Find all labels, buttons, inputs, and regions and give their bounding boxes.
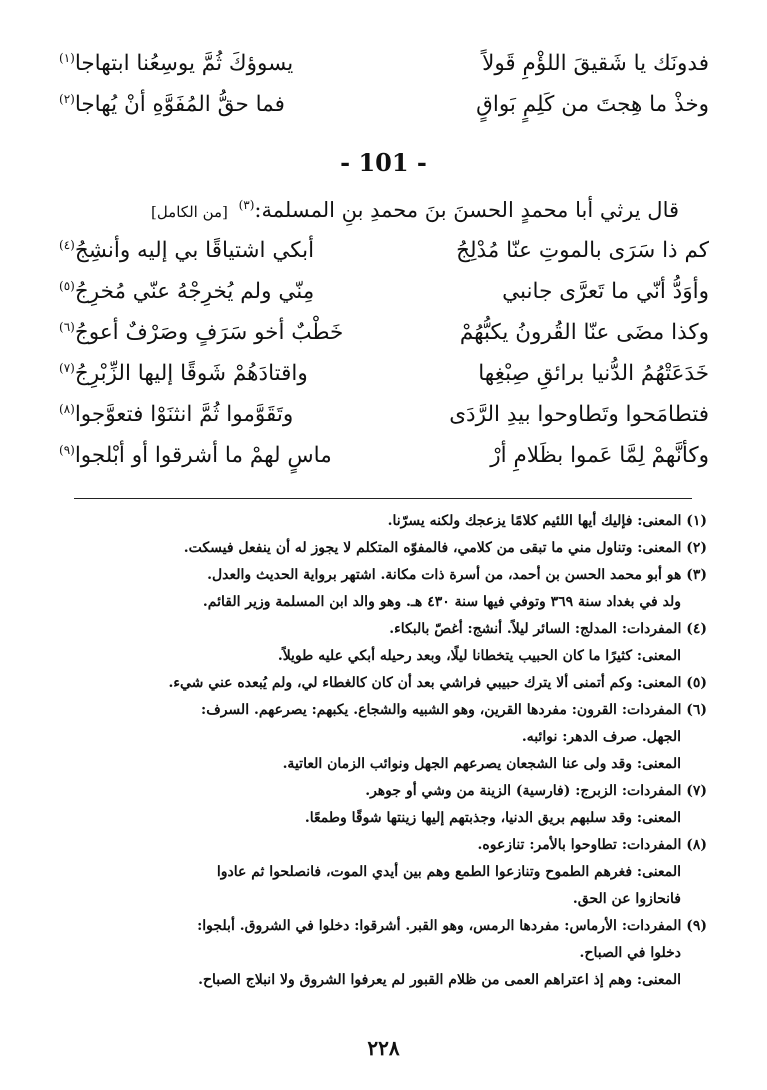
footnote-text: وقد سلبهم بريق الدنيا، وجذبتهم إليها زينتها شوقًا وطمعًا. bbox=[304, 810, 633, 826]
verse-second-text: يسوؤكَ ثُمَّ يوسِعُنا ابتهاجا bbox=[74, 51, 294, 76]
verse-second-hemistich bbox=[59, 232, 314, 270]
footnote-line bbox=[67, 562, 707, 589]
footnote-text: وكم أتمنى ألا يترك حبيبي فراشي بعد أن كان كالغطاء لي، ولم يُبعده عني شيء. bbox=[168, 675, 633, 691]
footnote-label: المعنى: bbox=[636, 810, 681, 826]
verse-second-hemistich bbox=[59, 314, 343, 352]
footnote-text: تطاوحوا بالأمر: تنازعوه. bbox=[477, 837, 617, 853]
footnote-number: (٢) bbox=[686, 540, 707, 556]
footnote-number: (٩) bbox=[686, 918, 707, 934]
footnote-text: دخلوا في الصباح. bbox=[579, 945, 681, 961]
verse-line bbox=[59, 355, 709, 393]
verse-second-text: واقتادَهُمْ شَوقًا إليها الزِّبْرِجُ bbox=[74, 361, 308, 386]
footnote-text: الجهل. صرف الدهر: نوائبه. bbox=[521, 729, 681, 745]
footnote-line bbox=[67, 886, 707, 913]
footnote-line bbox=[67, 643, 707, 670]
verse-first-hemistich: وخذْ ما هِجتَ من كَلِمٍ بَواقٍ bbox=[476, 92, 709, 117]
footnote-line bbox=[67, 832, 707, 859]
verse-footnote-ref: (٢) bbox=[59, 91, 75, 106]
footnote-line bbox=[67, 751, 707, 778]
verse-footnote-ref: (٥) bbox=[59, 278, 75, 293]
footnote-line bbox=[67, 724, 707, 751]
footnote-label: المفردات: bbox=[621, 702, 682, 718]
verse-line bbox=[59, 232, 709, 270]
footnote-divider bbox=[74, 498, 692, 499]
verse-first-hemistich: وأوَدُّ أنّي ما تَعرَّى جانبي bbox=[502, 279, 709, 304]
footnote-line bbox=[67, 913, 707, 940]
footnote-line bbox=[67, 616, 707, 643]
footnote-number: (٣) bbox=[686, 567, 707, 583]
verse-line bbox=[59, 437, 709, 475]
footnote-label: المعنى: bbox=[637, 540, 682, 556]
footnotes bbox=[67, 508, 707, 994]
footnote-label: المعنى: bbox=[636, 972, 681, 988]
footnote-line bbox=[67, 535, 707, 562]
footnote-label: المفردات: bbox=[621, 783, 682, 799]
footnote-label: المعنى: bbox=[636, 756, 681, 772]
footnote-line bbox=[67, 778, 707, 805]
verse-second-text: أبكي اشتياقًا بي إليه وأنشِجُ bbox=[74, 238, 315, 263]
footnote-line bbox=[67, 967, 707, 994]
footnote-label: المفردات: bbox=[621, 621, 682, 637]
intro-text: قال يرثي أبا محمدٍ الحسنَ بنَ محمدِ بنِ المسلمة: bbox=[254, 198, 679, 222]
footnote-text: وتناول مني ما تبقى من كلامي، فالمفوّه المتكلم لا يجوز له أن ينفعل فيسكت. bbox=[183, 540, 633, 556]
verse-second-text: ماسٍ لهمْ ما أشرقوا أو أبْلجوا bbox=[74, 443, 332, 468]
verse-second-hemistich bbox=[59, 437, 332, 475]
footnote-label: المعنى: bbox=[636, 864, 681, 880]
footnote-text: الأرماس: مفردها الرمس، وهو القبر. أشرقوا: دخلوا في الشروق. أبلجوا: bbox=[197, 918, 617, 934]
verse-footnote-ref: (٧) bbox=[59, 360, 75, 375]
verse-first-hemistich: وكذا مضَى عنّا القُرونُ يكبُّهُمْ bbox=[459, 320, 709, 345]
footnote-text: فانحازوا عن الحق. bbox=[572, 891, 681, 907]
verse-line bbox=[59, 273, 709, 311]
verse-second-hemistich bbox=[59, 355, 308, 393]
verse-second-hemistich bbox=[59, 273, 314, 311]
footnote-text: فإليك أيها اللئيم كلامًا يزعجك ولكنه يسرّنا. bbox=[387, 513, 633, 529]
verse-second-text: خَطْبٌ أخو سَرَفٍ وصَرْفٌ أعوجُ bbox=[74, 320, 344, 345]
footnote-line bbox=[67, 940, 707, 967]
footnote-text: الزبرج: (فارسية) الزينة من وشي أو جوهر. bbox=[365, 783, 617, 799]
page-number: ٢٢٨ bbox=[367, 1036, 400, 1060]
verse-second-text: وتَقَوَّموا ثُمَّ انثنَوْا فتعوَّجوا bbox=[74, 402, 294, 427]
verse-line bbox=[59, 396, 709, 434]
verse-second-hemistich bbox=[59, 396, 293, 434]
verse-footnote-ref: (٩) bbox=[59, 442, 75, 457]
verse-second-text: مِنّي ولم يُخرِجْهُ عنّي مُخرِجُ bbox=[74, 279, 315, 304]
footnote-label: المعنى: bbox=[636, 648, 681, 664]
footnote-number: (١) bbox=[686, 513, 707, 529]
poem-number: - 101 - bbox=[340, 148, 427, 177]
footnote-line bbox=[67, 589, 707, 616]
verse-first-hemistich: خَدَعَتْهُمُ الدُّنيا برائقِ صِبْغِها bbox=[478, 361, 709, 386]
verse-first-hemistich: كم ذا سَرَى بالموتِ عنّا مُدْلِجُ bbox=[456, 238, 709, 263]
verse-footnote-ref: (٨) bbox=[59, 401, 75, 416]
verse-first-hemistich: وكأنَّهمْ لِمَّا عَموا بظَلامِ أرْ bbox=[490, 443, 709, 468]
verse-line bbox=[59, 314, 709, 352]
verse-footnote-ref: (١) bbox=[59, 50, 75, 65]
footnote-number: (٧) bbox=[686, 783, 707, 799]
verse-first-hemistich: فتطامَحوا وتَطاوحوا بيدِ الرَّدَى bbox=[449, 402, 709, 427]
footnote-text: فغرهم الطموح وتنازعوا الطمع وهم بين أيدي الموت، فانصلحوا ثم عادوا bbox=[216, 864, 633, 880]
footnote-text: وهم إذ اعتراهم العمى من ظلام القبور لم يعرفوا الشروق ولا انبلاج الصباح. bbox=[198, 972, 633, 988]
footnote-line bbox=[67, 670, 707, 697]
verse-footnote-ref: (٦) bbox=[59, 319, 75, 334]
footnote-number: (٥) bbox=[686, 675, 707, 691]
footnote-text: ولد في بغداد سنة ٣٦٩ وتوفي فيها سنة ٤٣٠ هـ. وهو والد ابن المسلمة وزير القائم. bbox=[202, 594, 681, 610]
verse-first-hemistich: فدونَك يا شَقيقَ اللؤْمِ قَولاً bbox=[482, 51, 709, 76]
footnote-label: المفردات: bbox=[621, 918, 682, 934]
intro-footnote-ref: (٣) bbox=[238, 198, 255, 212]
verse-second-hemistich bbox=[59, 86, 285, 124]
footnote-number: (٦) bbox=[686, 702, 707, 718]
footnote-text: القرون: مفردها القرين، وهو الشبيه والشجاع. يكبهم: يصرعهم. السرف: bbox=[201, 702, 617, 718]
verse-second-text: فما حقُّ المُفَوَّهِ أنْ يُهاجا bbox=[74, 92, 285, 117]
footnote-line bbox=[67, 859, 707, 886]
footnote-text: وقد ولى عنا الشجعان يصرعهم الجهل ونوائب الزمان العاتية. bbox=[282, 756, 633, 772]
footnote-label: المعنى: bbox=[637, 675, 682, 691]
footnote-text: هو أبو محمد الحسن بن أحمد، من أسرة ذات مكانة. اشتهر برواية الحديث والعدل. bbox=[207, 567, 682, 583]
footnote-text: المدلج: السائر ليلاً. أنشج: أغصّ بالبكاء. bbox=[389, 621, 617, 637]
poem-intro bbox=[151, 192, 679, 230]
footnote-line bbox=[67, 805, 707, 832]
meter-label: [من الكامل] bbox=[150, 203, 228, 221]
verse-footnote-ref: (٤) bbox=[59, 237, 75, 252]
verse-line bbox=[59, 86, 709, 124]
footnote-label: المعنى: bbox=[637, 513, 682, 529]
footnote-number: (٤) bbox=[686, 621, 707, 637]
footnote-line bbox=[67, 508, 707, 535]
footnote-line bbox=[67, 697, 707, 724]
footnote-text: كثيرًا ما كان الحبيب يتخطانا ليلًا، وبعد رحيله أبكي عليه طويلاً. bbox=[277, 648, 633, 664]
footnote-number: (٨) bbox=[686, 837, 707, 853]
verse-second-hemistich bbox=[59, 45, 293, 83]
footnote-label: المفردات: bbox=[621, 837, 682, 853]
verse-line bbox=[59, 45, 709, 83]
